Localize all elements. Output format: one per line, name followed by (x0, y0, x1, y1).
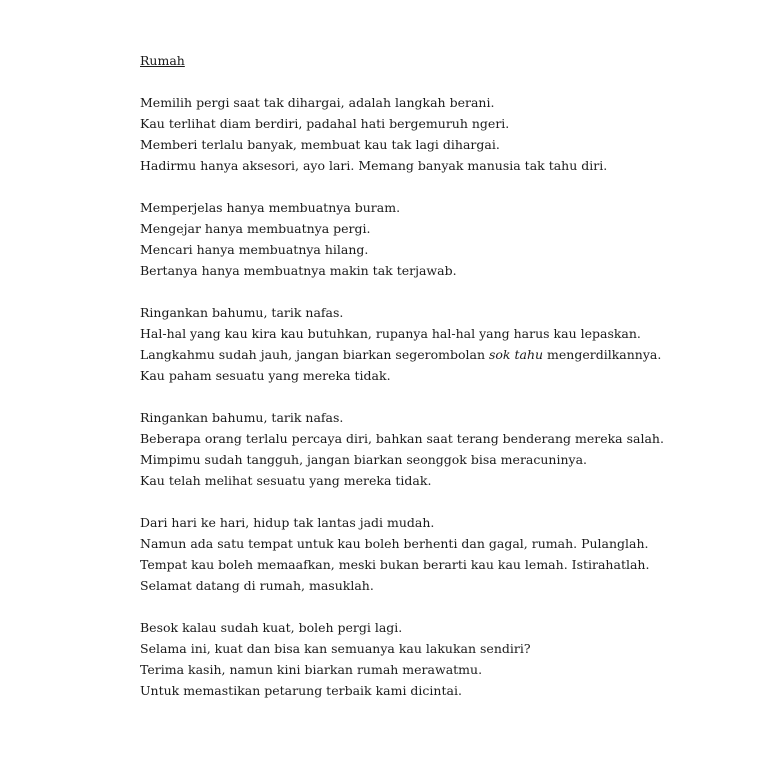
poem-line: Memberi terlalu banyak, membuat kau tak lagi dihargai. (140, 137, 500, 152)
poem-line: Untuk memastikan petarung terbaik kami dicintai. (140, 683, 462, 698)
poem (140, 50, 740, 722)
poem-line: Mencari hanya membuatnya hilang. (140, 242, 369, 257)
poem-line: Hadirmu hanya aksesori, ayo lari. Memang banyak manusia tak tahu diri. (140, 158, 608, 173)
poem-line: Bertanya hanya membuatnya makin tak terjawab. (140, 263, 457, 278)
poem-line: Dari hari ke hari, hidup tak lantas jadi mudah. (140, 515, 435, 530)
poem-line: Mengejar hanya membuatnya pergi. (140, 221, 371, 236)
poem-line: Tempat kau boleh memaafkan, meski bukan berarti kau kau lemah. Istirahatlah. (140, 557, 650, 572)
poem-line: Selama ini, kuat dan bisa kan semuanya kau lakukan sendiri? (140, 641, 531, 656)
stanza-4 (140, 407, 740, 491)
poem-line: Ringankan bahumu, tarik nafas. (140, 305, 344, 320)
poem-line: Terima kasih, namun kini biarkan rumah merawatmu. (140, 662, 483, 677)
poem-line: Mimpimu sudah tangguh, jangan biarkan seonggok bisa meracuninya. (140, 452, 588, 467)
emphasized-text: sok tahu (488, 347, 544, 362)
poem-line: Memperjelas hanya membuatnya buram. (140, 200, 401, 215)
poem-line: Ringankan bahumu, tarik nafas. (140, 410, 344, 425)
poem-line: Kau terlihat diam berdiri, padahal hati bergemuruh ngeri. (140, 116, 510, 131)
line-text-before: Langkahmu sudah jauh, jangan biarkan segerombolan (140, 347, 489, 362)
poem-line: Kau telah melihat sesuatu yang mereka tidak. (140, 473, 432, 488)
poem-line: Besok kalau sudah kuat, boleh pergi lagi. (140, 620, 403, 635)
stanza-6 (140, 617, 740, 701)
poem-title: Rumah (140, 53, 185, 68)
stanza-1 (140, 92, 740, 176)
line-text-after: mengerdilkannya. (543, 347, 662, 362)
poem-line: Beberapa orang terlalu percaya diri, bahkan saat terang benderang mereka salah. (140, 431, 664, 446)
poem-line-with-emphasis (140, 344, 740, 365)
stanza-5 (140, 512, 740, 596)
poem-line: Kau paham sesuatu yang mereka tidak. (140, 368, 391, 383)
poem-line: Namun ada satu tempat untuk kau boleh berhenti dan gagal, rumah. Pulanglah. (140, 536, 649, 551)
poem-line: Memilih pergi saat tak dihargai, adalah langkah berani. (140, 95, 495, 110)
stanza-3 (140, 302, 740, 386)
poem-line: Hal-hal yang kau kira kau butuhkan, rupanya hal-hal yang harus kau lepaskan. (140, 326, 641, 341)
poem-line: Selamat datang di rumah, masuklah. (140, 578, 374, 593)
stanza-2 (140, 197, 740, 281)
